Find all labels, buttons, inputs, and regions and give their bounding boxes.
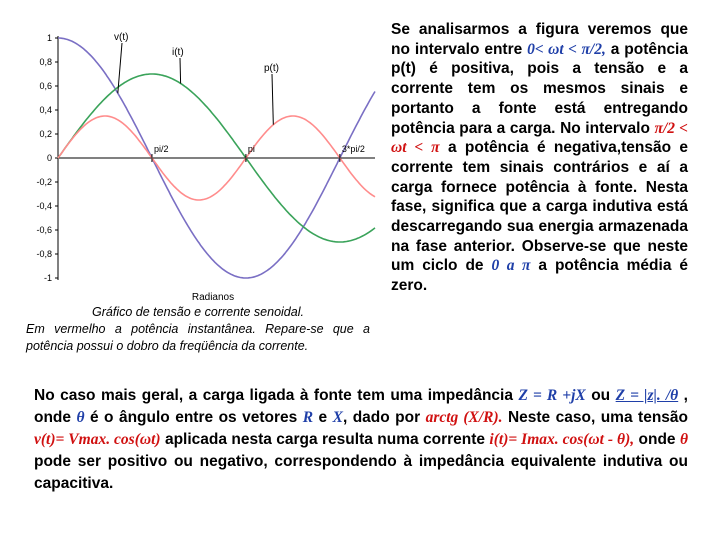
math-interval-2: π/2 < ωt < π <box>391 119 688 157</box>
text-run: a potência média é zero. <box>391 257 688 295</box>
text-run: ou <box>585 387 616 404</box>
caption-line-2: Em vermelho a potência instantânea. Repare-se que a potência possui o dobro da freqüência da corrente. <box>26 322 370 353</box>
text-run: aplicada nesta carga resulta numa corrente <box>160 431 490 448</box>
caption-line-1: Gráfico de tensão e corrente senoidal. <box>92 305 304 319</box>
math-arctg: arctg (X/R). <box>425 409 503 426</box>
math-current: i(t)= Imax. cos(ωt - θ), <box>489 431 635 448</box>
sinusoid-chart <box>0 0 380 310</box>
y-tick-label: 0,6 <box>39 81 52 91</box>
text-run: é o ângulo entre os vetores <box>84 409 303 426</box>
right-paragraph <box>391 20 688 296</box>
text-run: a potência é negativa,tensão e corrente tem sinais contrários e aí a carga fornece potência à fonte. Nesta fase, significa que a carga indutiva está descarregando sua energia armazenada na fase anterior. Observe-se que neste um ciclo de <box>391 139 688 275</box>
bottom-paragraph <box>34 385 688 495</box>
y-tick-label: -0,4 <box>36 201 52 211</box>
y-tick-label: 0 <box>46 153 52 163</box>
x-marker-label: pi/2 <box>153 144 169 154</box>
x-markers <box>152 144 365 162</box>
text-run: Neste caso, uma tensão <box>502 409 688 426</box>
y-tick-label: 0,8 <box>39 57 52 67</box>
math-r: R <box>302 409 314 426</box>
text-run: Se analisarmos a figura veremos que no intervalo entre <box>391 21 688 58</box>
series-label-leader <box>180 58 181 83</box>
y-tick-label: 0,2 <box>39 129 52 139</box>
series-label-leader <box>272 74 273 125</box>
y-tick-labels <box>36 33 58 283</box>
math-interval-1: 0< ωt < π/2, <box>527 40 606 58</box>
x-axis-label: Radianos <box>191 292 235 303</box>
series-labels <box>114 32 279 125</box>
series-label-pt: p(t) <box>264 63 279 74</box>
series-label-vt: v(t) <box>114 32 129 43</box>
math-voltage: v(t)= Vmax. cos(ωt) <box>34 431 161 448</box>
text-run: pode ser positivo ou negativo, correspondendo à impedância equivalente indutiva ou capacitiva. <box>34 453 688 492</box>
figure-caption <box>26 304 370 355</box>
y-tick-label: -1 <box>43 273 52 283</box>
y-tick-label: -0,6 <box>36 225 52 235</box>
y-tick-label: 0,4 <box>39 105 52 115</box>
y-tick-label: 1 <box>46 33 52 43</box>
math-impedance-polar: Z = |z|. /θ <box>615 387 679 404</box>
x-marker-label: pi <box>247 144 255 154</box>
y-tick-label: -0,2 <box>36 177 52 187</box>
math-impedance: Z = R +jX <box>518 387 586 404</box>
math-theta: θ <box>679 431 688 448</box>
text-run: e <box>313 409 333 426</box>
math-x: X <box>332 409 343 426</box>
series-label-it: i(t) <box>172 47 184 58</box>
text-run: , onde <box>34 387 688 426</box>
text-run: , dado por <box>342 409 426 426</box>
x-marker-label: 3*pi/2 <box>341 144 365 154</box>
text-run: No caso mais geral, a carga ligada à fonte tem uma impedância <box>34 387 519 404</box>
y-tick-label: -0,8 <box>36 249 52 259</box>
math-interval-3: 0 a π <box>491 257 531 275</box>
text-run: onde <box>634 431 680 448</box>
text-run: a potência p(t) é positiva, pois a tensão e a corrente tem os mesmos sinais e portanto a fonte está entregando potência para a carga. No intervalo <box>391 40 688 137</box>
math-theta: θ <box>76 409 85 426</box>
